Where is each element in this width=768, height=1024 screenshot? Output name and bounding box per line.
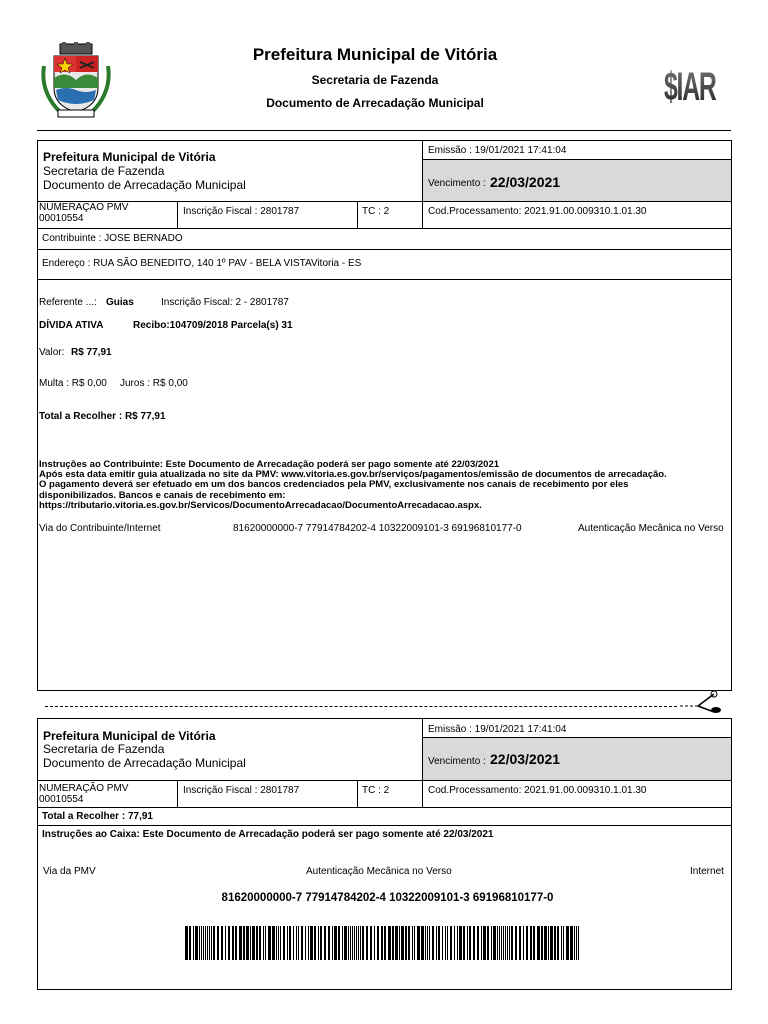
barcode-bar xyxy=(487,926,489,960)
barcode-bar xyxy=(356,926,357,960)
scissors-icon xyxy=(680,690,722,714)
barcode-bar xyxy=(523,926,524,960)
via1-instrucoes-3: disponibilizados. Bancos e canais de recebimento em: xyxy=(39,490,286,501)
via2-instrucoes-caixa: Instruções ao Caixa: Este Documento de Arrecadação poderá ser pago somente até 22/03/2021 xyxy=(42,829,494,840)
svg-text:$IAR: $IAR xyxy=(664,65,716,106)
barcode-bar xyxy=(374,926,375,960)
barcode-bar xyxy=(301,926,303,960)
barcode-bar xyxy=(203,926,204,960)
barcode-bar xyxy=(557,926,559,960)
barcode-bar xyxy=(228,926,230,960)
barcode-bar xyxy=(550,926,553,960)
barcode-bar xyxy=(384,926,386,960)
via1-inscricao-fiscal: Inscrição Fiscal : 2801787 xyxy=(183,206,300,217)
barcode-bar xyxy=(429,926,430,960)
barcode-bar xyxy=(457,926,458,960)
barcode-bar xyxy=(289,926,291,960)
via2-numeracao-label: NUMERAÇÃO PMV xyxy=(39,783,129,794)
barcode-bar xyxy=(185,926,188,960)
barcode-bar xyxy=(447,926,448,960)
barcode-bar xyxy=(324,926,326,960)
barcode-bar xyxy=(578,926,579,960)
barcode-bar xyxy=(221,926,223,960)
barcode-bar xyxy=(239,926,242,960)
barcode-bar xyxy=(209,926,210,960)
barcode-bar xyxy=(566,926,569,960)
barcode-bar xyxy=(217,926,219,960)
barcode-bar xyxy=(473,926,475,960)
barcode-bar xyxy=(388,926,391,960)
barcode-bar xyxy=(344,926,347,960)
via1-total: Total a Recolher : R$ 77,91 xyxy=(39,411,166,422)
via1-emissao: Emissão : 19/01/2021 17:41:04 xyxy=(428,145,567,156)
barcode-bar xyxy=(481,926,482,960)
barcode-bar xyxy=(243,926,245,960)
coat-of-arms-logo xyxy=(40,42,112,120)
barcode-bar xyxy=(563,926,564,960)
barcode-bar xyxy=(193,926,194,960)
barcode-bar xyxy=(298,926,299,960)
barcode-bar xyxy=(259,926,261,960)
via1-recibo: Recibo:104709/2018 Parcela(s) 31 xyxy=(133,320,293,331)
via1-vencimento-label: Vencimento : xyxy=(428,178,486,189)
barcode-bar xyxy=(332,926,333,960)
via1-org: Prefeitura Municipal de Vitória xyxy=(43,150,216,164)
barcode-bar xyxy=(305,926,306,960)
barcode-bar xyxy=(570,926,573,960)
barcode-bar xyxy=(417,926,420,960)
via2-autenticacao: Autenticação Mecânica no Verso xyxy=(306,866,452,877)
barcode-bar xyxy=(201,926,202,960)
barcode-bar xyxy=(334,926,337,960)
barcode-bar xyxy=(503,926,504,960)
barcode-bar xyxy=(352,926,353,960)
barcode-bar xyxy=(537,926,540,960)
barcode-bar xyxy=(414,926,415,960)
barcode-bar xyxy=(342,926,343,960)
via1-instrucoes-4: https://tributario.vitoria.es.gov.br/Servicos/DocumentoArrecadacao/DocumentoArrecadacao.aspx. xyxy=(39,500,482,511)
barcode-bar xyxy=(199,926,200,960)
via1-valor-label: Valor: xyxy=(39,347,65,358)
barcode-bar xyxy=(425,926,426,960)
barcode-bar xyxy=(530,926,532,960)
via2-vencimento-value: 22/03/2021 xyxy=(490,751,561,767)
barcode-bar xyxy=(450,926,452,960)
barcode-bar xyxy=(377,926,379,960)
barcode-bar xyxy=(213,926,215,960)
barcode-bar xyxy=(505,926,506,960)
via1-autenticacao: Autenticação Mecânica no Verso xyxy=(578,523,724,534)
barcode-bar xyxy=(469,926,471,960)
barcode-bar xyxy=(427,926,428,960)
barcode-bar xyxy=(399,926,400,960)
barcode-bar xyxy=(195,926,198,960)
barcode-bar xyxy=(515,926,517,960)
via1-tc: TC : 2 xyxy=(362,206,390,217)
barcode-bar xyxy=(225,926,226,960)
barcode-bar xyxy=(235,926,237,960)
barcode-bar xyxy=(381,926,383,960)
barcode-bar xyxy=(272,926,275,960)
barcode-bar xyxy=(252,926,255,960)
barcode-bar xyxy=(265,926,266,960)
barcode-bar xyxy=(454,926,455,960)
barcode-bar xyxy=(432,926,434,960)
barcode-bar xyxy=(366,926,368,960)
barcode-bar xyxy=(511,926,513,960)
via1-documento: Documento de Arrecadação Municipal xyxy=(43,178,246,192)
barcode-bar xyxy=(246,926,249,960)
page-subtitle-secretaria: Secretaria de Fazenda xyxy=(311,73,439,87)
barcode-bar xyxy=(408,926,410,960)
barcode-bar xyxy=(509,926,510,960)
barcode-bar xyxy=(395,926,398,960)
barcode-bar xyxy=(442,926,443,960)
barcode-bar xyxy=(360,926,361,960)
via1-vencimento-value: 22/03/2021 xyxy=(490,174,561,190)
barcode-bar xyxy=(392,926,394,960)
via1-endereco: Endereço : RUA SÃO BENEDITO, 140 1º PAV - BELA VISTAVitoria - ES xyxy=(42,258,362,269)
barcode-bar xyxy=(287,926,288,960)
barcode-bar xyxy=(263,926,264,960)
via2-total: Total a Recolher : 77,91 xyxy=(42,811,153,822)
barcode-bar xyxy=(497,926,498,960)
barcode-bar xyxy=(483,926,486,960)
via2-documento: Documento de Arrecadação Municipal xyxy=(43,756,246,770)
barcode-bar xyxy=(320,926,322,960)
via2-tc: TC : 2 xyxy=(362,785,390,796)
via1-juros: Juros : R$ 0,00 xyxy=(120,378,188,389)
barcode-bar xyxy=(350,926,351,960)
barcode-bar xyxy=(501,926,502,960)
barcode-bar xyxy=(250,926,251,960)
barcode-bar xyxy=(493,926,496,960)
barcode-bar xyxy=(544,926,547,960)
barcode-bar xyxy=(507,926,508,960)
barcode-bar xyxy=(296,926,297,960)
via1-linha-digitavel: 81620000000-7 77914784202-4 10322009101-3 69196810177-0 xyxy=(233,523,522,534)
barcode-bar xyxy=(232,926,234,960)
via2-via-label: Via da PMV xyxy=(43,866,96,877)
barcode-bar xyxy=(278,926,279,960)
barcode-bar xyxy=(354,926,355,960)
via1-cod-processamento: Cod.Processamento: 2021.91.00.009310.1.01.30 xyxy=(428,206,647,217)
via1-via-label: Via do Contribuinte/Internet xyxy=(39,523,161,534)
barcode-bar xyxy=(467,926,468,960)
barcode-bar xyxy=(499,926,500,960)
via1-referente-label: Referente ...: xyxy=(39,297,97,308)
barcode-bar xyxy=(436,926,437,960)
via2-cod-processamento: Cod.Processamento: 2021.91.00.009310.1.01.30 xyxy=(428,785,647,796)
barcode-bar xyxy=(308,926,309,960)
barcode-bar xyxy=(280,926,281,960)
barcode-bar xyxy=(205,926,206,960)
via1-valor-value: R$ 77,91 xyxy=(71,347,112,358)
barcode-bar xyxy=(405,926,407,960)
barcode-bar xyxy=(438,926,440,960)
via2-vencimento-label: Vencimento : xyxy=(428,756,486,767)
barcode xyxy=(185,926,585,960)
barcode-bar xyxy=(574,926,575,960)
barcode-bar xyxy=(412,926,413,960)
barcode-bar xyxy=(328,926,330,960)
cut-line xyxy=(45,706,677,707)
barcode-bar xyxy=(314,926,316,960)
via1-contribuinte: Contribuinte : JOSE BERNADO xyxy=(42,233,183,244)
barcode-bar xyxy=(401,926,404,960)
siar-logo xyxy=(664,56,724,106)
barcode-bar xyxy=(256,926,258,960)
barcode-bar xyxy=(576,926,577,960)
barcode-bar xyxy=(189,926,191,960)
via2-emissao: Emissão : 19/01/2021 17:41:04 xyxy=(428,724,567,735)
via1-referente-inscricao: Inscrição Fiscal: 2 - 2801787 xyxy=(161,297,289,308)
via1-numeracao-value: 00010554 xyxy=(39,213,84,224)
barcode-bar xyxy=(491,926,492,960)
barcode-bar xyxy=(211,926,212,960)
page-title: Prefeitura Municipal de Vitória xyxy=(252,45,498,64)
page-subtitle-documento: Documento de Arrecadação Municipal xyxy=(266,96,484,110)
barcode-bar xyxy=(268,926,271,960)
via1-secretaria: Secretaria de Fazenda xyxy=(43,164,165,178)
via1-referente-value: Guias xyxy=(106,297,134,308)
barcode-bar xyxy=(370,926,372,960)
barcode-bar xyxy=(362,926,364,960)
via1-instrucoes-1: Após esta data emitir guia atualizada no site da PMV: www.vitoria.es.gov.br/serviços/pagamentos/emissão de documentos de arrecadação. xyxy=(39,469,667,480)
via1-divida-ativa: DÍVIDA ATIVA xyxy=(39,320,104,331)
barcode-bar xyxy=(554,926,556,960)
barcode-bar xyxy=(207,926,208,960)
barcode-bar xyxy=(358,926,359,960)
via2-inscricao-fiscal: Inscrição Fiscal : 2801787 xyxy=(183,785,300,796)
barcode-bar xyxy=(338,926,340,960)
barcode-bar xyxy=(293,926,294,960)
barcode-bar xyxy=(283,926,285,960)
header-rule xyxy=(37,130,731,131)
barcode-bar xyxy=(561,926,562,960)
via1-instrucoes-2: O pagamento deverá ser efetuado em um dos bancos credenciados pela PMV, exclusivamente nos canais de recebimento por eles xyxy=(39,479,629,490)
barcode-bar xyxy=(477,926,479,960)
via2-org: Prefeitura Municipal de Vitória xyxy=(43,729,216,743)
via2-linha-digitavel: 81620000000-7 77914784202-4 10322009101-3 69196810177-0 xyxy=(221,892,554,904)
barcode-bar xyxy=(310,926,313,960)
via1-multa: Multa : R$ 0,00 xyxy=(39,378,107,389)
via1-numeracao-label: NUMERAÇÃO PMV xyxy=(39,202,129,213)
via2-secretaria: Secretaria de Fazenda xyxy=(43,742,165,756)
barcode-bar xyxy=(318,926,319,960)
barcode-bar xyxy=(541,926,543,960)
barcode-bar xyxy=(348,926,349,960)
barcode-bar xyxy=(421,926,424,960)
barcode-bar xyxy=(276,926,277,960)
barcode-bar xyxy=(463,926,465,960)
barcode-bar xyxy=(519,926,521,960)
via1-instrucoes-0: Instruções ao Contribuinte: Este Documento de Arrecadação poderá ser pago somente até 22/03/2021 xyxy=(39,459,500,470)
barcode-bar xyxy=(445,926,446,960)
barcode-bar xyxy=(459,926,462,960)
barcode-bar xyxy=(548,926,549,960)
via2-numeracao-value: 00010554 xyxy=(39,794,84,805)
via2-internet: Internet xyxy=(690,866,724,877)
barcode-bar xyxy=(526,926,528,960)
barcode-bar xyxy=(533,926,535,960)
